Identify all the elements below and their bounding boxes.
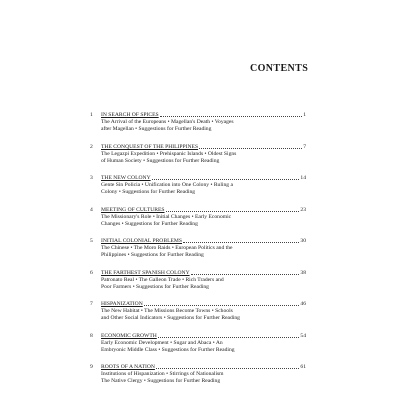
page-number: 7: [303, 143, 306, 150]
dot-leader: [158, 337, 300, 338]
chapter-number: 2: [90, 143, 93, 150]
chapter-subtopics: and Other Social Indicators • Suggestions for Further Reading: [101, 315, 240, 321]
page-number: 14: [300, 175, 306, 181]
chapter-title: THE CONQUEST OF THE PHILIPPINES: [101, 143, 199, 150]
dot-leader: [166, 211, 300, 212]
page-number: 1: [303, 112, 306, 118]
toc-entry: [90, 112, 306, 133]
book-page: [10, 10, 406, 406]
toc-entry: [90, 175, 306, 196]
chapter-subtopics: Philippines • Suggestions for Further Reading: [101, 252, 204, 258]
chapter-subtopics: Patronato Real • The Galleon Trade • Rich Traders and: [101, 276, 224, 283]
dot-leader: [156, 368, 299, 369]
chapter-subtopics: The Chinese • The Moro Raids • European Politics and the: [101, 245, 233, 251]
toc-entry: [90, 143, 306, 165]
chapter-title: THE FARTHEST SPANISH COLONY: [101, 269, 190, 276]
chapter-title: HISPANIZATION: [101, 301, 143, 307]
chapter-heading: [101, 301, 306, 308]
toc-entry: [90, 301, 306, 322]
chapter-subtopics: Changes • Suggestions for Further Reading: [101, 220, 198, 227]
chapter-title: ECONOMIC GROWTH: [101, 332, 157, 339]
chapter-number: 4: [90, 206, 93, 213]
dot-leader: [152, 179, 300, 180]
toc-entry: [90, 206, 306, 228]
chapter-heading: [101, 364, 306, 371]
chapter-number: 8: [90, 332, 93, 339]
chapter-heading: [101, 333, 306, 340]
chapter-title: MEETING OF CULTURES: [101, 206, 165, 213]
page-number: 61: [300, 364, 306, 370]
chapter-subtopics: The New Habitat • The Missions Become Towns • Schools: [101, 308, 233, 314]
chapter-subtopics: The Arrival of the Europeans • Magellan's Death • Voyages: [101, 119, 234, 125]
chapter-title: INITIAL COLONIAL PROBLEMS: [101, 238, 182, 244]
chapter-title: ROOTS OF A NATION: [101, 364, 155, 370]
dot-leader: [199, 148, 302, 149]
chapter-heading: [101, 207, 306, 214]
page-number: 30: [300, 238, 306, 244]
page-number: 23: [300, 206, 306, 213]
chapter-heading: [101, 270, 306, 277]
dot-leader: [183, 242, 299, 243]
toc-entry: [90, 364, 306, 385]
chapter-number: 6: [90, 269, 93, 276]
chapter-subtopics: after Magellan • Suggestions for Further Reading: [101, 126, 212, 132]
page-title: CONTENTS: [250, 63, 309, 74]
chapter-heading: [101, 112, 306, 119]
page-number: 46: [300, 301, 306, 307]
chapter-subtopics: Gente Sin Policia • Unification into One Colony • Ruling a: [101, 182, 233, 188]
chapter-number: 9: [90, 364, 93, 370]
chapter-heading: [101, 175, 306, 182]
dot-leader: [144, 305, 300, 306]
chapter-title: THE NEW COLONY: [101, 175, 151, 181]
chapter-subtopics: of Human Society • Suggestions for Further Reading: [101, 157, 220, 164]
chapter-number: 3: [90, 175, 93, 181]
toc-entry: [90, 238, 306, 259]
chapter-number: 7: [90, 301, 93, 307]
dot-leader: [160, 116, 303, 117]
chapter-subtopics: The Legazpi Expedition • Prehispanic Islands • Oldest Signs: [101, 150, 237, 157]
chapter-subtopics: Early Economic Development • Sugar and Abaca • An: [101, 339, 223, 346]
chapter-subtopics: Institutions of Hispanization • Stirrings of Nationalism: [101, 371, 224, 377]
chapter-title: IN SEARCH OF SPICES: [101, 112, 159, 118]
toc-entry: [90, 269, 306, 291]
dot-leader: [191, 274, 300, 275]
page-number: 54: [300, 332, 306, 339]
chapter-subtopics: The Missionary's Role • Initial Changes • Early Economic: [101, 213, 232, 220]
chapter-subtopics: The Native Clergy • Suggestions for Further Reading: [101, 378, 221, 384]
chapter-number: 1: [90, 112, 93, 118]
chapter-number: 5: [90, 238, 93, 244]
toc-entry: [90, 332, 306, 354]
chapter-subtopics: Poor Farmers • Suggestions for Further Reading: [101, 283, 209, 290]
chapter-heading: [101, 144, 306, 151]
chapter-subtopics: Embryonic Middle Class • Suggestions for Further Reading: [101, 346, 235, 353]
page-number: 38: [300, 269, 306, 276]
chapter-heading: [101, 238, 306, 245]
chapter-subtopics: Colony • Suggestions for Further Reading: [101, 189, 196, 195]
